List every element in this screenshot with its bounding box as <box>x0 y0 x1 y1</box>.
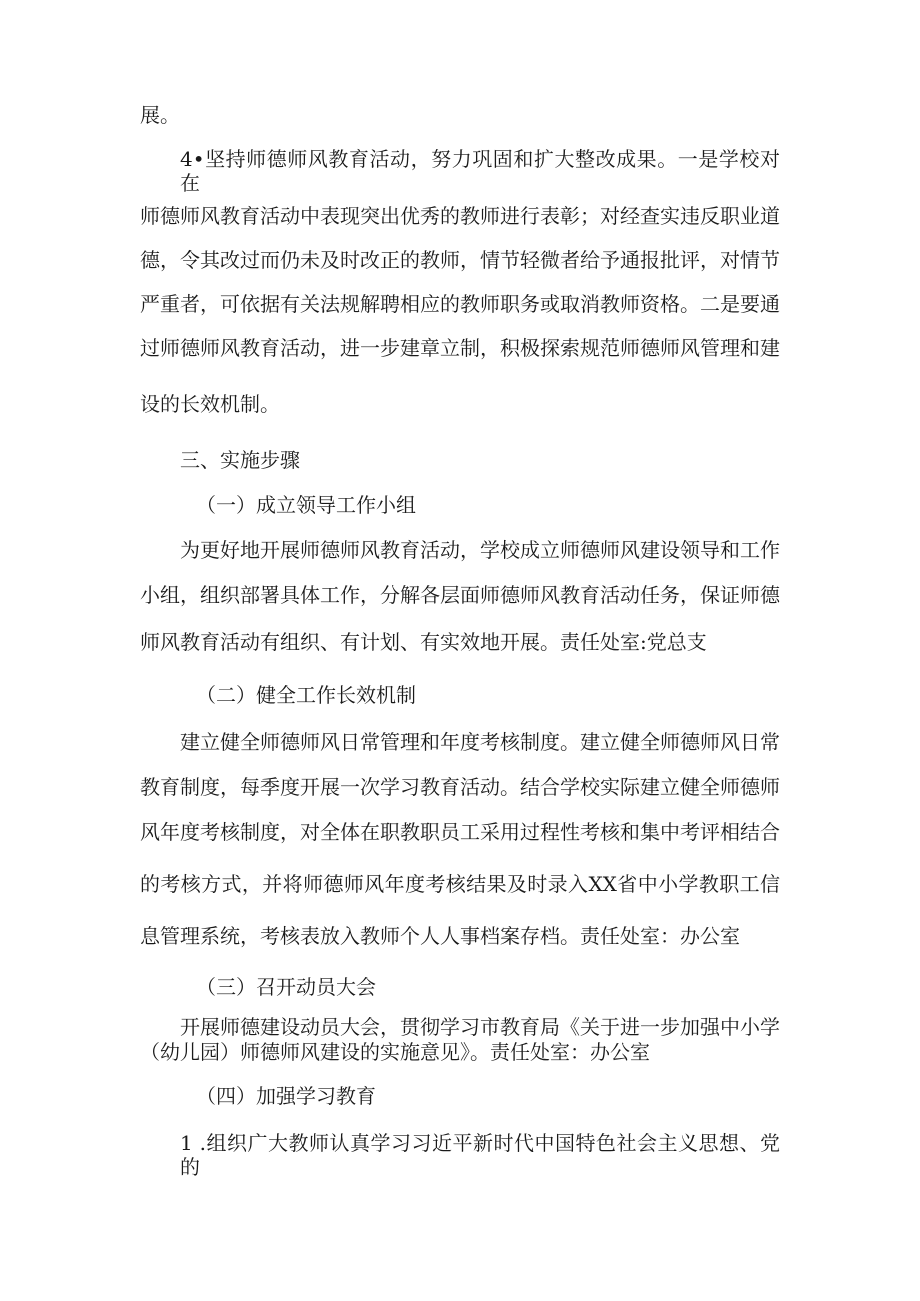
body-line: 息管理系统，考核表放入教师个人人事档案存档。责任处室：办公室 <box>140 924 740 948</box>
body-line: 师德师风教育活动中表现突出优秀的教师进行表彰；对经查实违反职业道 <box>140 204 780 228</box>
body-line: 风年度考核制度，对全体在职教职员工采用过程性考核和集中考评相结合 <box>140 820 780 844</box>
body-line: 教育制度，每季度开展一次学习教育活动。结合学校实际建立健全师德师 <box>140 775 780 799</box>
paragraph-continuation: 展。 <box>140 103 180 127</box>
subsection-heading: （二）健全工作长效机制 <box>196 683 416 707</box>
body-line: 过师德师风教育活动，进一步建章立制，积极探索规范师德师风管理和建 <box>140 336 780 360</box>
subsection-heading: （四）加强学习教育 <box>196 1084 376 1108</box>
body-line: 设的长效机制。 <box>140 392 280 416</box>
subsection-heading: （三）召开动员大会 <box>196 975 376 999</box>
body-line: 建立健全师德师风日常管理和年度考核制度。建立健全师德师风日常 <box>180 730 780 754</box>
body-line: 师风教育活动有组织、有计划、有实效地开展。责任处室:党总支 <box>140 630 707 654</box>
body-line: 的考核方式，并将师德师风年度考核结果及时录入XX省中小学教职工信 <box>140 872 780 896</box>
body-line: 严重者，可依据有关法规解聘相应的教师职务或取消教师资格。二是要通 <box>140 292 780 316</box>
body-line: 小组，组织部署具体工作，分解各层面师德师风教育活动任务，保证师德 <box>140 583 780 607</box>
section-heading: 三、实施步骤 <box>180 448 300 472</box>
body-line: 为更好地开展师德师风教育活动，学校成立师德师风建设领导和工作 <box>180 538 780 562</box>
body-line: 德，令其改过而仍未及时改正的教师，情节轻微者给予通报批评，对情节 <box>140 248 780 272</box>
subsection-heading: （一）成立领导工作小组 <box>196 493 416 517</box>
body-line: （幼儿园）师德师风建设的实施意见》。责任处室：办公室 <box>140 1040 650 1064</box>
body-line: 1 .组织广大教师认真学习习近平新时代中国特色社会主义思想、党的 <box>180 1131 780 1179</box>
body-line: 开展师德建设动员大会，贯彻学习市教育局《关于进一步加强中小学 <box>180 1015 780 1039</box>
body-line: 4•坚持师德师风教育活动，努力巩固和扩大整改成果。一是学校对在 <box>180 147 780 195</box>
